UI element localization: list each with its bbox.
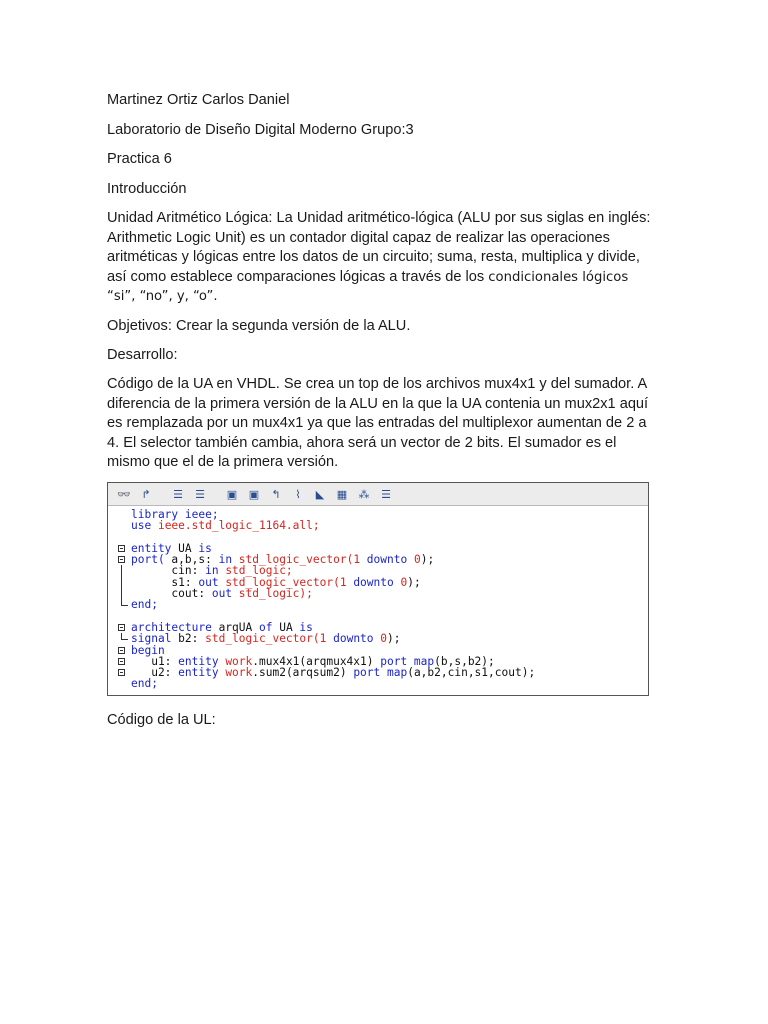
fold-toggle-icon[interactable] <box>118 556 125 563</box>
fold-toggle-icon[interactable] <box>118 669 125 676</box>
goto-icon[interactable]: ↱ <box>141 487 151 501</box>
numbers-icon[interactable]: ⁂ <box>358 487 370 501</box>
code-line: u2: entity work.sum2(arqsum2) port map(a,b2,cin,s1,cout); <box>108 667 648 678</box>
ul-code-label: Código de la UL: <box>107 712 216 728</box>
binoculars-icon[interactable]: 👓 <box>117 487 131 501</box>
code-area[interactable] <box>108 506 648 690</box>
intro-text-tail: condicionales lógicos “si”, “no”, y, “o”. <box>107 269 629 305</box>
attach-icon[interactable]: ⌇ <box>295 487 301 501</box>
code-line: u1: entity work.mux4x1(arqmux4x1) port map(b,s,b2); <box>108 656 648 667</box>
practice-number: Practica 6 <box>107 151 172 167</box>
indent-icon[interactable]: ☰ <box>195 487 205 501</box>
code-line: cin: in std_logic; <box>108 565 648 576</box>
author-name: Martinez Ortiz Carlos Daniel <box>107 92 290 108</box>
intro-text: Unidad Aritmético Lógica: La Unidad aritmético-lógica (ALU por sus siglas en inglés: Arithmetic Logic Unit) es un contador digital capaz de realizar las operaciones aritméticas y lógicas entre los datos de un circuito; suma, resta, multiplica y divide, así como establece comparaciones lógicas a través de los <box>107 210 651 285</box>
code-line: library ieee; <box>131 508 219 521</box>
code-line: s1: out std_logic_vector(1 downto 0); <box>108 577 648 588</box>
objectives-text: Objetivos: Crear la segunda versión de la ALU. <box>107 318 411 334</box>
fold-toggle-icon[interactable] <box>118 658 125 665</box>
fold-toggle-icon[interactable] <box>118 545 125 552</box>
fold-toggle-icon[interactable] <box>118 624 125 631</box>
section-introduction: Introducción <box>107 181 187 197</box>
development-heading: Desarrollo: <box>107 347 178 363</box>
code-line: architecture arqUA of UA is <box>108 622 648 633</box>
code-line: use ieee.std_logic_1164.all; <box>131 519 320 533</box>
course-title: Laboratorio de Diseño Digital Moderno Grupo:3 <box>107 122 414 138</box>
code-editor-screenshot <box>107 482 649 696</box>
ua-code-description: Código de la UA en VHDL. Se crea un top de los archivos mux4x1 y del sumador. A diferencia de la primera versión de la ALU en la que la UA contenia un mux2x1 aquí es remplazada por un mux4x1 ya que las entradas del multiplexor aumentan de 2 a 4. El selector también cambia, ahora será un vector de 2 bits. El sumador es el mismo que el de la primera versión. <box>107 376 649 471</box>
code-line: entity UA is <box>108 543 648 554</box>
clear-icon[interactable]: ◣ <box>315 487 325 501</box>
fold-toggle-icon[interactable] <box>118 647 125 654</box>
intro-paragraph <box>107 209 652 307</box>
bookmark-icon[interactable]: ▣ <box>226 487 238 501</box>
bookmark-prev-icon[interactable]: ↰ <box>271 487 281 501</box>
lines-icon[interactable]: ☰ <box>381 487 391 501</box>
code-line: signal b2: std_logic_vector(1 downto 0); <box>108 633 648 644</box>
editor-toolbar <box>108 483 648 506</box>
outdent-icon[interactable]: ☰ <box>173 487 183 501</box>
code-line: cout: out std_logic); <box>108 588 648 599</box>
code-line: end; <box>108 599 648 610</box>
code-line: end; <box>131 677 158 691</box>
check-syntax-icon[interactable]: ▦ <box>336 487 348 501</box>
code-line: port( a,b,s: in std_logic_vector(1 downto 0); <box>108 554 648 565</box>
code-line: begin <box>108 645 648 656</box>
bookmark-next-icon[interactable]: ▣ <box>248 487 260 501</box>
